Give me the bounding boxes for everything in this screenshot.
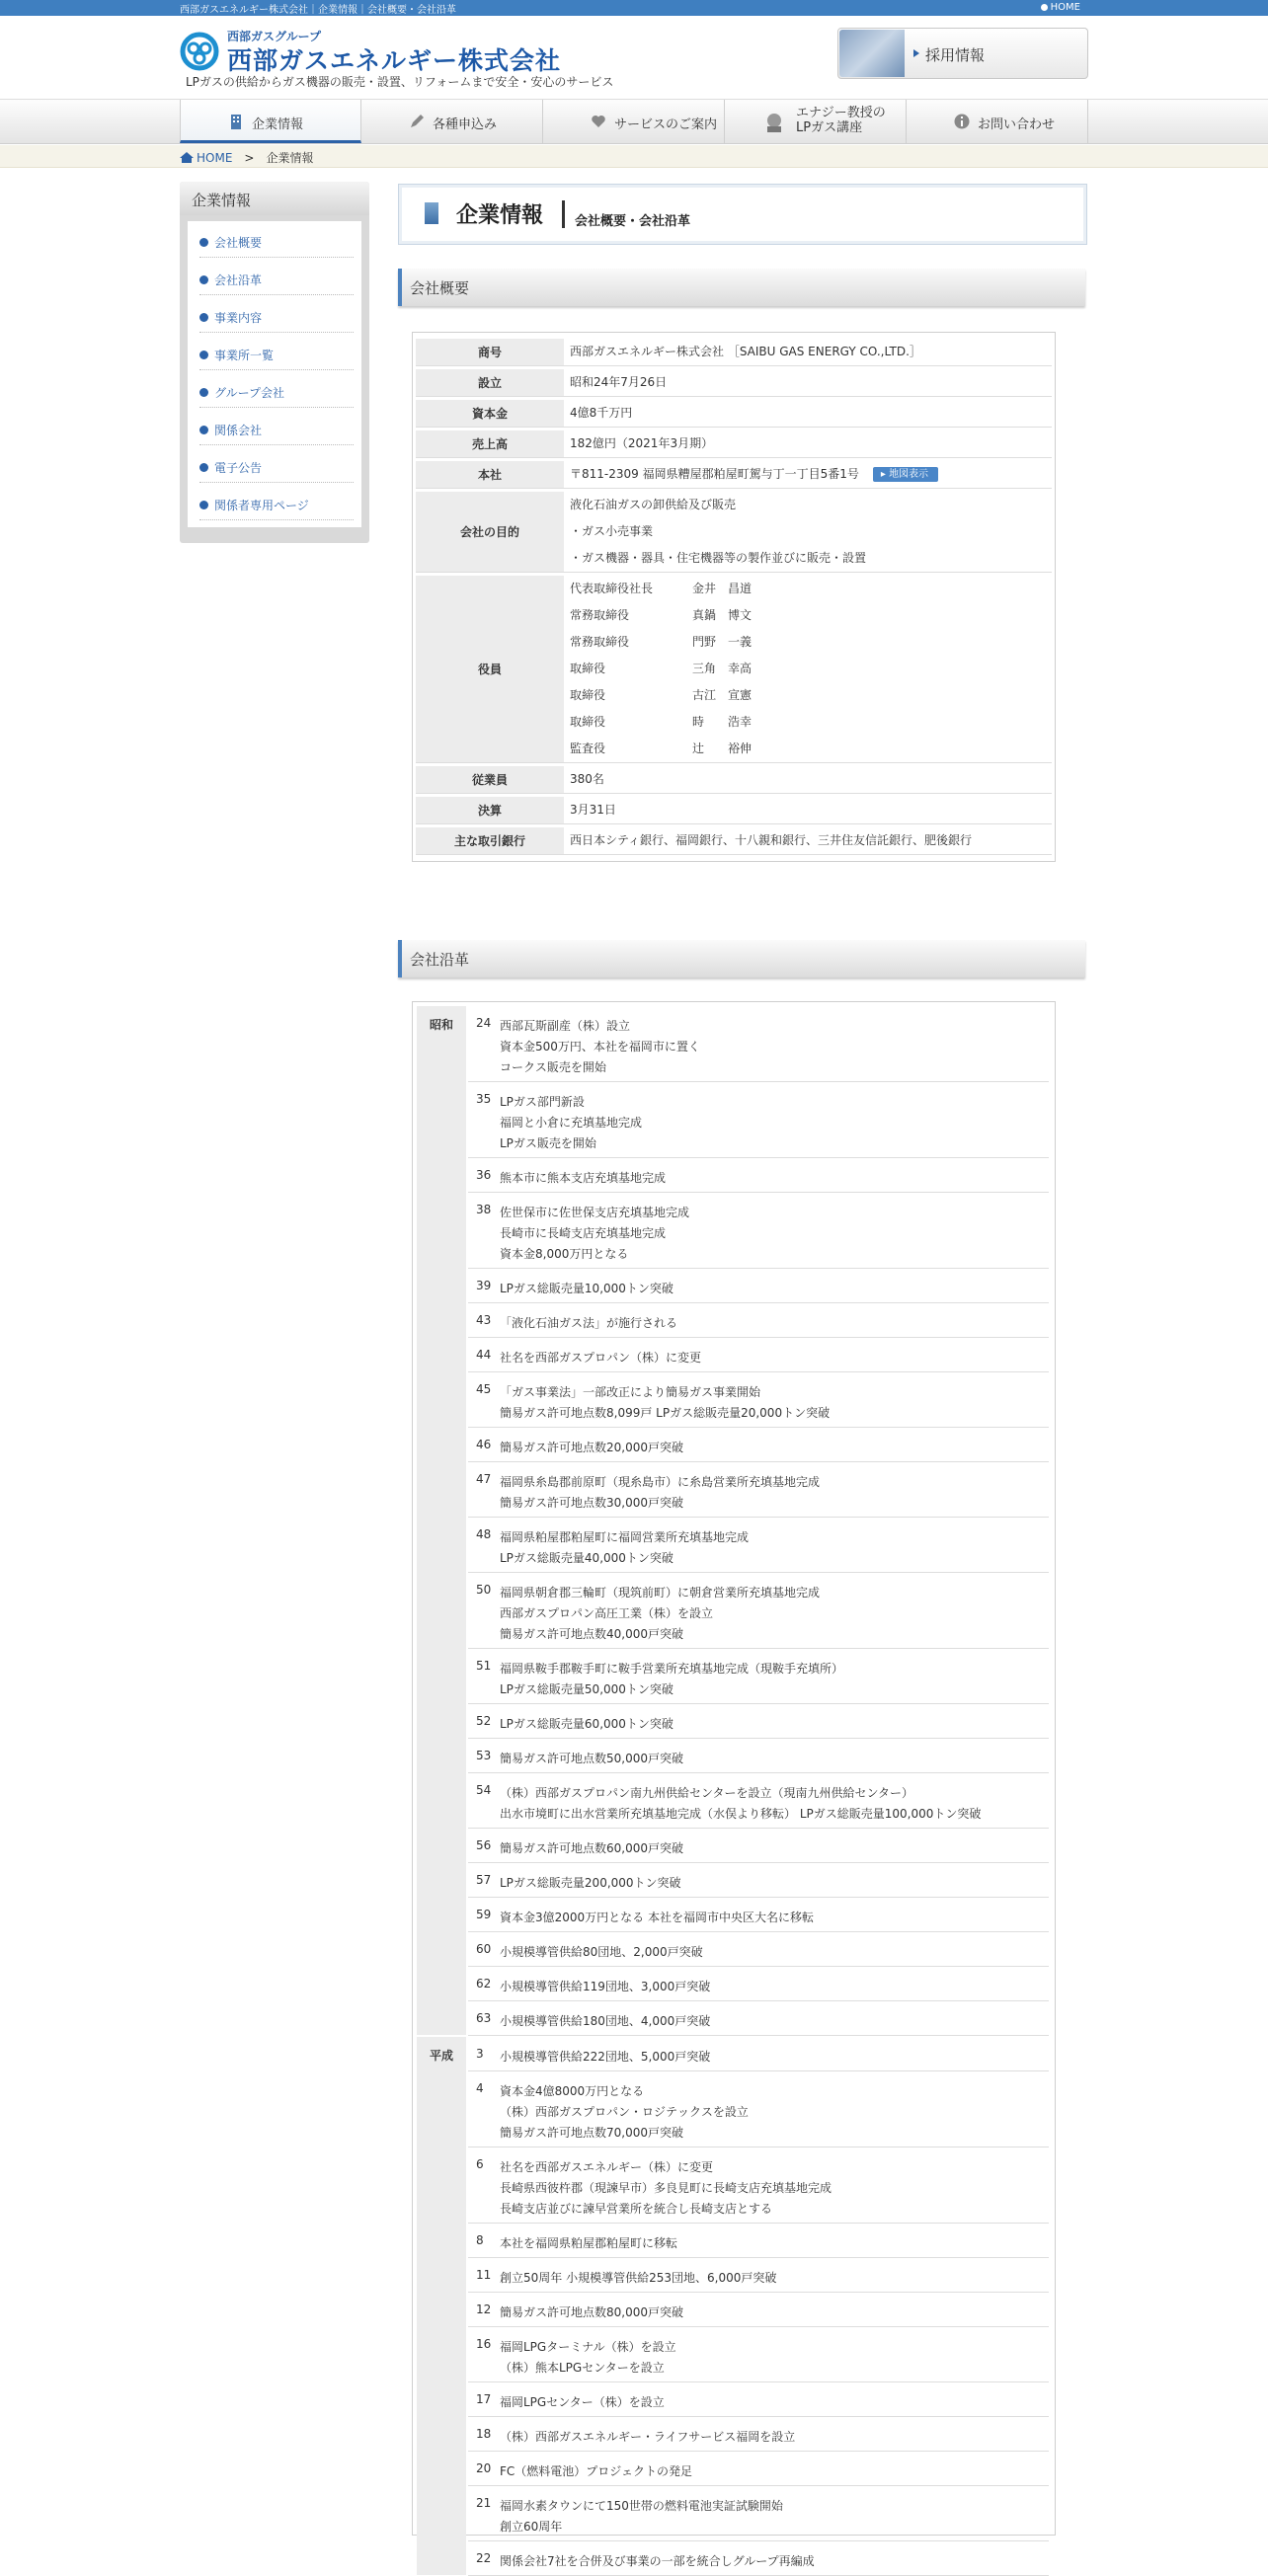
history-event: （株）熊本LPGセンターを設立 [500, 2361, 665, 2375]
title-divider [562, 200, 565, 228]
history-row [468, 2382, 1049, 2417]
history-event: LPガス販売を開始 [500, 1136, 596, 1150]
page-subtitle: 会社概要・会社沿革 [575, 214, 691, 229]
row-value: ・ガス機器・器具・住宅機器等の製作並びに販売・設置 [570, 551, 867, 565]
history-row [468, 1082, 1049, 1158]
table-row [416, 576, 1052, 763]
sidebar-item-offices[interactable] [199, 334, 354, 370]
history-event: 福岡水素タウンにて150世帯の燃料電池実証試験開始 [500, 2499, 783, 2513]
history-year: 36 [476, 1168, 492, 1182]
overview-table [412, 332, 1056, 862]
history-row [468, 1573, 1049, 1649]
row-value: 西日本シティ銀行、福岡銀行、十八親和銀行、三井住友信託銀行、肥後銀行 [570, 833, 973, 847]
row-header: 主な取引銀行 [416, 827, 564, 855]
history-row [468, 2417, 1049, 2452]
history-events [500, 1203, 689, 1265]
sidebar-item-label: 関係者専用ページ [214, 499, 309, 512]
history-events [500, 2303, 683, 2323]
history-row [468, 1303, 1049, 1338]
history-events [500, 1977, 710, 1997]
history-event: 「ガス事業法」一部改正により簡易ガス事業開始 [500, 1385, 761, 1399]
table-row [416, 797, 1052, 824]
row-header: 商号 [416, 339, 564, 366]
building-icon [425, 202, 438, 224]
row-header: 決算 [416, 797, 564, 824]
breadcrumb-current: 企業情報 [266, 151, 314, 165]
officer-name: 三角 幸高 [692, 662, 753, 675]
gnav-label: サービスのご案内 [614, 117, 718, 132]
section-heading-overview: 会社概要 [398, 269, 1085, 306]
home-icon [180, 152, 194, 163]
history-row [468, 2071, 1049, 2147]
history-row [468, 1372, 1049, 1428]
history-events [500, 2268, 776, 2289]
sidebar-item-history[interactable] [199, 259, 354, 295]
history-event: 小規模導管供給80団地、2,000戸突破 [500, 1945, 703, 1959]
recruit-banner[interactable] [837, 28, 1088, 79]
gnav-contact[interactable] [907, 100, 1088, 143]
gnav-label: エナジー教授の LPガス講座 [796, 106, 886, 135]
history-row [468, 1006, 1049, 1082]
officer-role: 常務取締役 [570, 608, 630, 622]
history-events [500, 2461, 692, 2482]
history-event: LPガス総販売量10,000トン突破 [500, 1282, 674, 1295]
history-event: 創立50周年 小規模導管供給253団地、6,000戸突破 [500, 2271, 777, 2285]
history-row [468, 1158, 1049, 1193]
history-event: 小規模導管供給222団地、5,000戸突破 [500, 2050, 711, 2064]
history-event: 福岡と小倉に充填基地完成 [500, 1116, 643, 1130]
table-row [416, 400, 1052, 428]
history-event: LPガス総販売量200,000トン突破 [500, 1876, 681, 1890]
history-event: 出水市境町に出水営業所充填基地完成（水俣より移転） LPガス総販売量100,000トン突破 [500, 1807, 982, 1821]
site-header [0, 16, 1268, 99]
history-year: 20 [476, 2461, 492, 2475]
history-row [468, 2147, 1049, 2224]
sidebar-title: 企業情報 [180, 182, 369, 215]
history-event: 福岡LPGターミナル（株）を設立 [500, 2340, 676, 2354]
row-value: ・ガス小売事業 [570, 524, 654, 538]
history-event: 小規模導管供給119団地、3,000戸突破 [500, 1980, 711, 1993]
history-events [500, 1783, 981, 1825]
table-row [416, 827, 1052, 855]
table-row [416, 430, 1052, 458]
tagline: LPガスの供給からガス機器の販売・設置、リフォームまで安全・安心のサービス [186, 75, 614, 89]
history-events [500, 1348, 701, 1368]
row-header: 本社 [416, 461, 564, 489]
history-year: 12 [476, 2303, 492, 2316]
professor-icon [764, 112, 790, 133]
bullet-icon [199, 238, 208, 247]
history-event: 福岡LPGセンター（株）を設立 [500, 2395, 665, 2409]
history-row [468, 1739, 1049, 1773]
history-row [468, 2037, 1049, 2071]
gnav-lpgas-lecture[interactable] [725, 100, 907, 143]
history-event: （株）西部ガスプロパン・ロジテックスを設立 [500, 2105, 749, 2119]
history-events [500, 2392, 665, 2413]
history-event: 簡易ガス許可地点数30,000戸突破 [500, 1496, 683, 1510]
history-event: LPガス総販売量60,000トン突破 [500, 1717, 674, 1731]
era-label: 平成 [417, 2037, 466, 2575]
sidebar-item-label: 事業所一覧 [214, 349, 275, 362]
officer-role: 取締役 [570, 662, 606, 675]
sidebar-item-label: 会社概要 [214, 236, 263, 250]
history-row [468, 2001, 1049, 2036]
row-header: 従業員 [416, 766, 564, 794]
history-event: 西部ガスプロパン高圧工業（株）を設立 [500, 1606, 714, 1620]
history-event: 簡易ガス許可地点数80,000戸突破 [500, 2305, 683, 2319]
history-event: 長崎市に長崎支店充填基地完成 [500, 1226, 667, 1240]
history-event: 資本金500万円、本社を福岡市に置く [500, 1040, 700, 1054]
breadcrumb [0, 145, 1268, 168]
sidebar-item-overview[interactable] [199, 221, 354, 258]
sidebar-item-group[interactable] [199, 371, 354, 408]
history-events [500, 1527, 749, 1569]
row-value: 4億8千万円 [570, 406, 633, 420]
arrow-right-icon [913, 49, 919, 57]
page-title: 企業情報 [456, 203, 544, 228]
history-events [500, 1942, 703, 1963]
history-year: 63 [476, 2011, 492, 2025]
history-year: 24 [476, 1016, 492, 1030]
top-home-label: HOME [1050, 2, 1080, 13]
history-row [468, 1518, 1049, 1573]
sidebar-item-label: グループ会社 [214, 386, 285, 400]
bullet-icon [199, 426, 208, 434]
officer-name: 辻 裕伸 [692, 742, 753, 755]
history-year: 11 [476, 2268, 492, 2282]
history-event: 簡易ガス許可地点数20,000戸突破 [500, 1441, 683, 1454]
info-icon [954, 114, 970, 129]
history-year: 16 [476, 2337, 492, 2351]
history-row [468, 2541, 1049, 2576]
history-events [500, 1313, 677, 1334]
history-event: 長崎支店並びに諫早営業所を統合し長崎支店とする [500, 2202, 773, 2216]
sidebar-item-affiliates[interactable] [199, 409, 354, 445]
history-events [500, 2551, 815, 2572]
history-year: 18 [476, 2427, 492, 2441]
map-button[interactable]: ▸ 地図表示 [873, 467, 938, 482]
officer-name: 金井 昌道 [692, 582, 753, 595]
history-event: 福岡県粕屋郡粕屋町に福岡営業所充填基地完成 [500, 1530, 750, 1544]
bullet-icon [199, 275, 208, 284]
history-year: 39 [476, 1279, 492, 1292]
history-year: 51 [476, 1659, 492, 1673]
history-year: 54 [476, 1783, 492, 1797]
history-event: （株）西部ガスプロパン南九州供給センターを設立（現南九州供給センター） [500, 1786, 914, 1800]
history-year: 4 [476, 2081, 484, 2095]
history-event: 福岡県鞍手郡鞍手町に鞍手営業所充填基地完成（現鞍手充填所） [500, 1662, 844, 1676]
history-row [468, 1193, 1049, 1269]
history-events [500, 1873, 681, 1894]
history-event: 熊本市に熊本支店充填基地完成 [500, 1171, 667, 1185]
row-value: 3月31日 [570, 803, 616, 817]
history-year: 62 [476, 1977, 492, 1991]
history-year: 52 [476, 1714, 492, 1728]
officer-name: 古江 宣憲 [692, 688, 753, 702]
history-event: 佐世保市に佐世保支店充填基地完成 [500, 1206, 690, 1219]
history-year: 53 [476, 1749, 492, 1762]
row-value: 380名 [570, 772, 604, 786]
gnav-label: 各種申込み [433, 117, 498, 132]
history-row [468, 1898, 1049, 1932]
logo-group-text: 西部ガスグループ [227, 30, 322, 43]
history-events [500, 2337, 676, 2379]
sidebar-item-notices[interactable] [199, 446, 354, 483]
history-event: LPガス部門新設 [500, 1095, 585, 1109]
history-row [468, 2224, 1049, 2258]
history-event: （株）西部ガスエネルギー・ライフサービス福岡を設立 [500, 2430, 796, 2444]
history-event: コークス販売を開始 [500, 1060, 606, 1074]
history-year: 45 [476, 1382, 492, 1396]
logo-company-name: 西部ガスエネルギー株式会社 [227, 46, 562, 75]
history-year: 43 [476, 1313, 492, 1327]
table-row [416, 766, 1052, 794]
top-home-link[interactable] [1041, 2, 1080, 13]
history-year: 48 [476, 1527, 492, 1541]
history-year: 47 [476, 1472, 492, 1486]
history-event: 西部瓦斯副産（株）設立 [500, 1019, 631, 1033]
top-bar [0, 0, 1268, 16]
history-year: 57 [476, 1873, 492, 1887]
history-year: 17 [476, 2392, 492, 2406]
history-events [500, 1714, 674, 1735]
row-header: 資本金 [416, 400, 564, 428]
history-year: 59 [476, 1908, 492, 1921]
history-year: 35 [476, 1092, 492, 1106]
history-event: 簡易ガス許可地点数60,000戸突破 [500, 1841, 683, 1855]
bullet-icon [199, 313, 208, 322]
row-value: 昭和24年7月26日 [570, 375, 668, 389]
history-year: 8 [476, 2233, 484, 2247]
sidebar-item-business[interactable] [199, 296, 354, 333]
bullet-icon [199, 388, 208, 397]
history-events [500, 1438, 683, 1458]
history-year: 50 [476, 1583, 492, 1597]
history-year: 46 [476, 1438, 492, 1451]
history-events [500, 2233, 677, 2254]
history-row [468, 1338, 1049, 1372]
history-row [468, 1829, 1049, 1863]
global-nav [0, 99, 1268, 144]
history-event: 簡易ガス許可地点数50,000戸突破 [500, 1752, 683, 1765]
row-value: 西部ガスエネルギー株式会社 ［SAIBU GAS ENERGY CO.,LTD.］ [570, 345, 921, 358]
row-header: 売上高 [416, 430, 564, 458]
history-event: 長崎県西彼杵郡（現諫早市）多良見町に長崎支店充填基地完成 [500, 2181, 832, 2195]
table-row [416, 369, 1052, 397]
history-year: 3 [476, 2047, 484, 2061]
history-events [500, 1092, 642, 1154]
history-year: 6 [476, 2157, 484, 2171]
history-events [500, 2427, 795, 2448]
sidebar-item-members[interactable] [199, 484, 354, 520]
history-events [500, 2047, 710, 2068]
history-events [500, 1168, 666, 1189]
history-event: 小規模導管供給180団地、4,000戸突破 [500, 2014, 711, 2028]
logo-mark-icon [180, 32, 219, 71]
history-event: 本社を福岡県粕屋郡粕屋町に移転 [500, 2236, 678, 2250]
history-events [500, 2011, 710, 2032]
history-row [468, 1428, 1049, 1462]
history-events [500, 1382, 830, 1424]
history-events [500, 1472, 820, 1514]
home-dot-icon [1041, 4, 1048, 11]
history-row [468, 1863, 1049, 1898]
table-row [416, 461, 1052, 489]
top-bar-path: 西部ガスエネルギー株式会社｜企業情報｜会社概要・会社沿革 [180, 5, 456, 16]
gnav-label: 企業情報 [252, 117, 304, 132]
row-value: 182億円（2021年3月期） [570, 436, 714, 450]
breadcrumb-separator: > [244, 151, 255, 165]
sidebar-item-label: 電子公告 [214, 461, 263, 475]
row-value: 液化石油ガスの卸供給及び販売 [570, 498, 737, 511]
heart-icon [591, 114, 606, 129]
history-row [468, 1932, 1049, 1967]
gnav-company-info[interactable] [180, 100, 361, 143]
history-row [468, 1773, 1049, 1829]
history-row [468, 2486, 1049, 2541]
history-events [500, 2081, 749, 2144]
history-row [468, 1462, 1049, 1518]
officer-role: 代表取締役社長 [570, 582, 654, 595]
history-event: 「液化石油ガス法」が施行される [500, 1316, 678, 1330]
pen-icon [409, 114, 425, 129]
history-events [500, 2157, 832, 2220]
row-header: 会社の目的 [416, 492, 564, 573]
section-heading-history: 会社沿革 [398, 940, 1085, 977]
history-row [468, 2293, 1049, 2327]
sidebar-item-label: 関係会社 [214, 424, 263, 437]
history-events [500, 2496, 783, 2537]
history-event: 福岡県糸島郡前原町（現糸島市）に糸島営業所充填基地完成 [500, 1475, 821, 1489]
history-year: 22 [476, 2551, 492, 2565]
bullet-icon [199, 463, 208, 472]
building-icon [228, 114, 244, 129]
officer-role: 常務取締役 [570, 635, 630, 649]
history-events [500, 1016, 700, 1078]
map-button-label: 地図表示 [889, 469, 929, 480]
row-header: 役員 [416, 576, 564, 763]
sidebar [180, 182, 369, 543]
row-value: 〒811-2309 福岡県糟屋郡粕屋町駕与丁一丁目5番1号 [570, 467, 859, 481]
history-event: LPガス総販売量50,000トン突破 [500, 1682, 674, 1696]
officer-name: 時 浩幸 [692, 715, 753, 729]
officer-role: 監査役 [570, 742, 606, 755]
history-events [500, 1749, 683, 1769]
sidebar-item-label: 事業内容 [214, 311, 263, 325]
history-event: 関係会社7社を合併及び事業の一部を統合しグループ再編成 [500, 2554, 815, 2568]
officer-name: 門野 一義 [692, 635, 753, 649]
history-event: 社名を西部ガスエネルギー（株）に変更 [500, 2160, 714, 2174]
recruit-photo [839, 30, 905, 77]
history-row [468, 1269, 1049, 1303]
history-event: 資本金3億2000万円となる 本社を福岡市中央区大名に移転 [500, 1911, 814, 1924]
history-event: 資本金8,000万円となる [500, 1247, 629, 1261]
recruit-label: 採用情報 [925, 46, 986, 64]
history-events [500, 1908, 814, 1928]
history-year: 56 [476, 1838, 492, 1852]
bullet-icon [199, 501, 208, 509]
history-events [500, 1279, 674, 1299]
history-year: 38 [476, 1203, 492, 1216]
history-event: 資本金4億8000万円となる [500, 2084, 645, 2098]
table-row [416, 492, 1052, 573]
officer-name: 真鍋 博文 [692, 608, 753, 622]
gnav-applications[interactable] [361, 100, 543, 143]
history-event: 簡易ガス許可地点数8,099戸 LPガス総販売量20,000トン突破 [500, 1406, 831, 1420]
breadcrumb-home-link[interactable]: HOME [197, 151, 233, 165]
gnav-services[interactable] [543, 100, 725, 143]
gnav-label: お問い合わせ [978, 117, 1056, 132]
history-event: 社名を西部ガスプロパン（株）に変更 [500, 1351, 702, 1365]
history-row [468, 2258, 1049, 2293]
history-year: 21 [476, 2496, 492, 2510]
history-event: 簡易ガス許可地点数70,000戸突破 [500, 2126, 683, 2140]
table-row [416, 339, 1052, 366]
sidebar-item-label: 会社沿革 [214, 273, 263, 287]
officer-role: 取締役 [570, 715, 606, 729]
history-row [468, 1649, 1049, 1704]
history-row [468, 2327, 1049, 2382]
history-row [468, 1967, 1049, 2001]
page-title-box [398, 184, 1087, 245]
officer-role: 取締役 [570, 688, 606, 702]
era-label: 昭和 [417, 1006, 466, 2035]
history-event: FC（燃料電池）プロジェクトの発足 [500, 2464, 693, 2478]
history-event: 創立60周年 [500, 2520, 563, 2534]
history-year: 44 [476, 1348, 492, 1362]
history-event: 簡易ガス許可地点数40,000戸突破 [500, 1627, 683, 1641]
bullet-icon [199, 351, 208, 359]
history-event: LPガス総販売量40,000トン突破 [500, 1551, 674, 1565]
sidebar-menu [188, 221, 361, 527]
history-row [468, 1704, 1049, 1739]
history-row [468, 2452, 1049, 2486]
history-year: 60 [476, 1942, 492, 1956]
history-events [500, 1583, 820, 1645]
history-events [500, 1659, 843, 1700]
row-header: 設立 [416, 369, 564, 397]
history-event: 福岡県朝倉郡三輪町（現筑前町）に朝倉営業所充填基地完成 [500, 1586, 821, 1600]
history-table [412, 1001, 1056, 2568]
history-events [500, 1838, 683, 1859]
